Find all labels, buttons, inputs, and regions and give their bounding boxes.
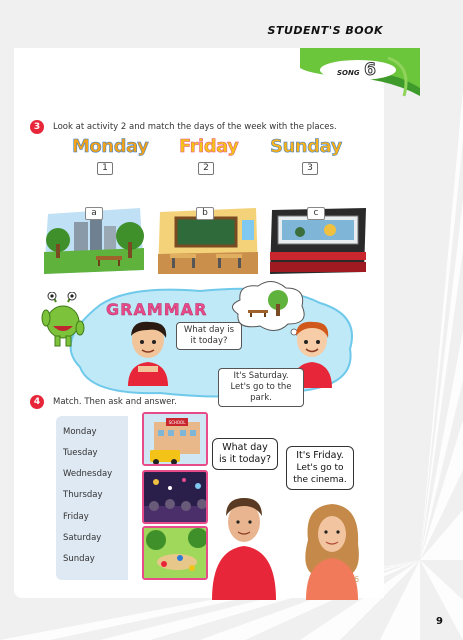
activity-4-number: 4 [30,395,44,409]
green-monster-mascot [38,292,88,348]
activity-3-instruction: Look at activity 2 and match the days of the week with the places. [53,122,337,132]
day-word-friday: Friday [179,136,239,157]
day-list-item-friday: Friday [63,512,89,522]
page-number: 9 [436,616,443,627]
letter-box-a: a [85,207,103,220]
day-list-item-thursday: Thursday [63,490,103,500]
grammar-question-bubble: What day is it today? [176,322,242,350]
school-scene-image [144,414,208,466]
corner-number: 6 [354,575,360,584]
day-list-item-tuesday: Tuesday [63,448,98,458]
song-label: SONG [337,69,360,77]
day-list-item-monday: Monday [63,427,97,437]
grammar-title-text: GRAMMAR [106,300,208,319]
day-word-monday: Monday [72,136,149,157]
activity-4-answer-bubble [286,446,354,490]
park-thumbnail [142,526,208,580]
park-children-image [144,528,208,580]
day-word-sunday: Sunday [270,136,342,157]
cinema-thumbnail [142,470,208,524]
school-thumbnail [142,412,208,466]
boy-photo-figure [208,494,280,600]
grammar-title [106,300,207,319]
cinema-audience-image [144,472,208,524]
number-box-1: 1 [97,162,113,175]
activity-3-number: 3 [30,120,44,134]
number-box-3: 3 [302,162,318,175]
number-box-2: 2 [198,162,214,175]
page-header-title: STUDENT'S BOOK [267,24,383,37]
day-list-item-saturday: Saturday [63,533,102,543]
activity-4-instruction: Match. Then ask and answer. [53,397,177,407]
day-list-item-wednesday: Wednesday [63,469,113,479]
day-list-item-sunday: Sunday [63,554,95,564]
grammar-answer-bubble: It's Saturday. Let's go to the park. [218,368,304,407]
activity-4-question-bubble: What day is it today? [212,438,278,470]
boy-dark-hair-figure [120,320,176,386]
song-number: 6 [364,60,376,80]
answer-line-1: It's Friday. [296,450,344,461]
answer-line-2: Let's go to the cinema. [293,463,347,485]
girl-photo-figure [300,500,364,600]
letter-box-c: c [307,207,325,220]
school-sign: SCHOOL [168,420,186,425]
song-banner [300,48,420,118]
letter-box-b: b [196,207,214,220]
